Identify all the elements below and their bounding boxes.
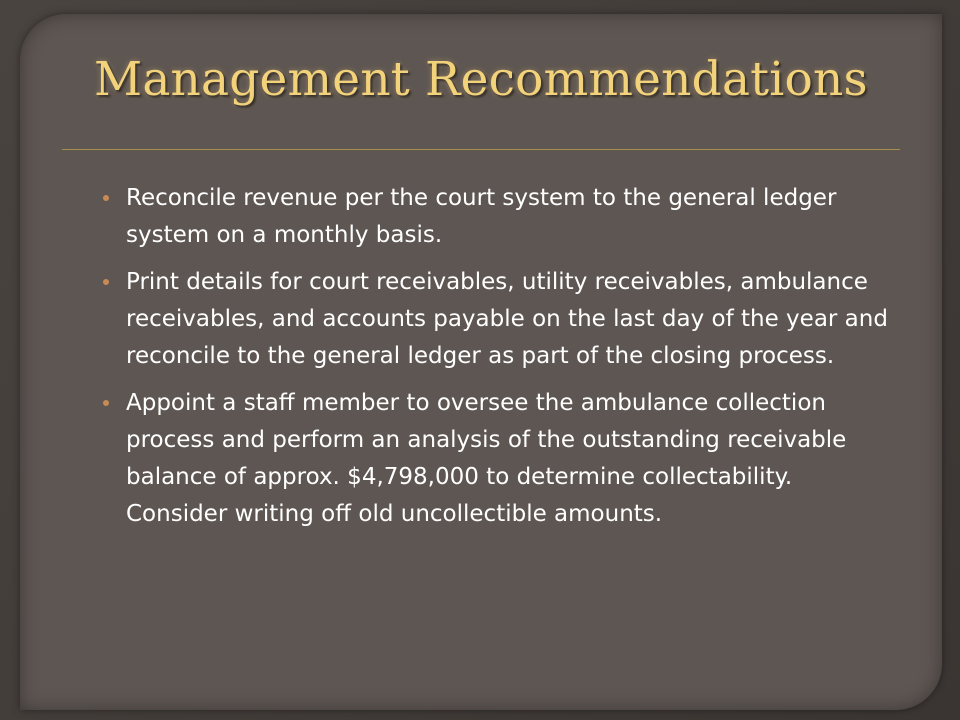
bullet-text: Reconcile revenue per the court system to the general ledger system on a monthly basis. [126, 185, 837, 248]
bullet-dot-icon [103, 279, 109, 285]
title-divider [62, 149, 900, 150]
bullet-item-reconcile-revenue [100, 180, 900, 254]
slide-title: Management Recommendations [94, 52, 868, 107]
bullet-item-appoint-staff [100, 385, 900, 533]
bullet-dot-icon [103, 195, 109, 201]
bullet-dot-icon [103, 400, 109, 406]
bullet-text: Print details for court receivables, utility receivables, ambulance receivables, and accounts payable on the last day of the year and reconcile to the general ledger as part of the closing process. [126, 269, 888, 369]
bullet-item-print-details [100, 264, 900, 375]
bullet-list [100, 180, 900, 543]
bullet-text: Appoint a staff member to oversee the ambulance collection process and perform an analysis of the outstanding receivable balance of approx. $4,798,000 to determine collectability. Consider writing off old uncollectible amounts. [126, 390, 847, 527]
